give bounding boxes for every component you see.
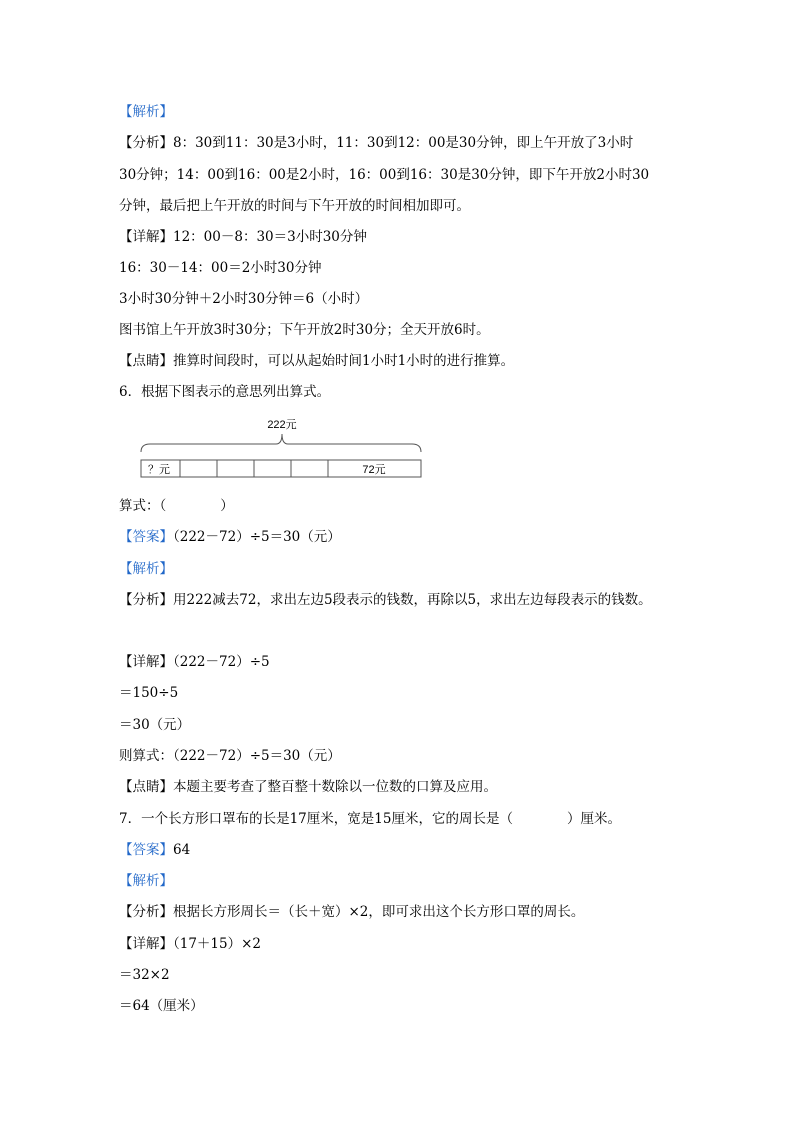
right-segment-label: 72元 — [362, 464, 386, 476]
line-text: ＝32×2 — [119, 967, 170, 983]
line-text: 30分钟；14：00到16：00是2小时，16：00到16：30是30分钟，即下午开放2小时30 — [119, 167, 650, 183]
line-text: 3小时30分钟＋2小时30分钟＝6（小时） — [119, 291, 369, 307]
line-text: 则算式：（222－72）÷5＝30（元） — [119, 748, 341, 764]
line-text: 【分析】8：30到11：30是3小时，11：30到12：00是30分钟，即上午开放了3小时 — [119, 135, 634, 151]
text-line — [119, 903, 584, 921]
line-text: ＝30（元） — [119, 717, 191, 733]
text-line — [119, 716, 190, 734]
line-text: 算式：（ ） — [119, 498, 234, 514]
text-line — [119, 103, 173, 121]
line-text: 6．根据下图表示的意思列出算式。 — [119, 384, 331, 400]
text-line — [119, 841, 190, 859]
text-line — [119, 497, 234, 515]
line-text: 【详解】（222－72）÷5 — [119, 654, 270, 670]
text-line — [119, 134, 633, 152]
text-line — [119, 778, 497, 796]
line-text: 16：30－14：00＝2小时30分钟 — [119, 260, 322, 276]
line-text: ＝64（厘米） — [119, 998, 204, 1014]
text-line — [119, 352, 514, 370]
line-text: 【点睛】本题主要考查了整百整十数除以一位数的口算及应用。 — [119, 779, 497, 795]
text-line — [119, 747, 341, 765]
section-label: 【答案】 — [119, 529, 173, 545]
text-line — [119, 935, 261, 953]
line-text: 【分析】根据长方形周长＝（长＋宽）×2，即可求出这个长方形口罩的周长。 — [119, 904, 585, 920]
text-line — [119, 321, 490, 339]
text-line — [119, 591, 652, 609]
line-text: （222－72）÷5＝30（元） — [173, 529, 341, 545]
text-line — [119, 684, 178, 702]
text-line — [119, 966, 170, 984]
text-line — [119, 166, 649, 184]
section-label: 【解析】 — [119, 561, 173, 577]
text-line — [119, 997, 204, 1015]
text-line — [119, 290, 368, 308]
text-line — [119, 653, 270, 671]
line-text: 图书馆上午开放3时30分；下午开放2时30分；全天开放6时。 — [119, 322, 490, 338]
line-text: 【点睛】推算时间段时，可以从起始时间1小时1小时的进行推算。 — [119, 353, 515, 369]
segment-diagram — [138, 414, 428, 480]
line-text: 7．一个长方形口罩布的长是17厘米，宽是15厘米，它的周长是（ ）厘米。 — [119, 811, 621, 827]
text-line — [119, 528, 341, 546]
left-segment-label: ？元 — [148, 464, 170, 476]
section-label: 【解析】 — [119, 104, 173, 120]
section-label: 【答案】 — [119, 842, 173, 858]
text-line — [119, 872, 173, 890]
brace — [141, 434, 421, 452]
line-text: 【分析】用222减去72，求出左边5段表示的钱数，再除以5，求出左边每段表示的钱数。 — [119, 592, 652, 608]
text-line — [119, 810, 621, 828]
text-line — [119, 228, 367, 246]
text-line — [119, 259, 321, 277]
line-text: 【详解】（17＋15）×2 — [119, 936, 262, 952]
section-label: 【解析】 — [119, 873, 173, 889]
line-text: 64 — [173, 842, 191, 858]
line-text: 【详解】12：00－8：30＝3小时30分钟 — [119, 229, 367, 245]
line-text: ＝150÷5 — [119, 685, 179, 701]
text-line — [119, 560, 173, 578]
line-text: 分钟，最后把上午开放的时间与下午开放的时间相加即可。 — [119, 198, 470, 214]
text-line — [119, 383, 330, 401]
total-label: 222元 — [267, 419, 297, 431]
text-line — [119, 197, 470, 215]
